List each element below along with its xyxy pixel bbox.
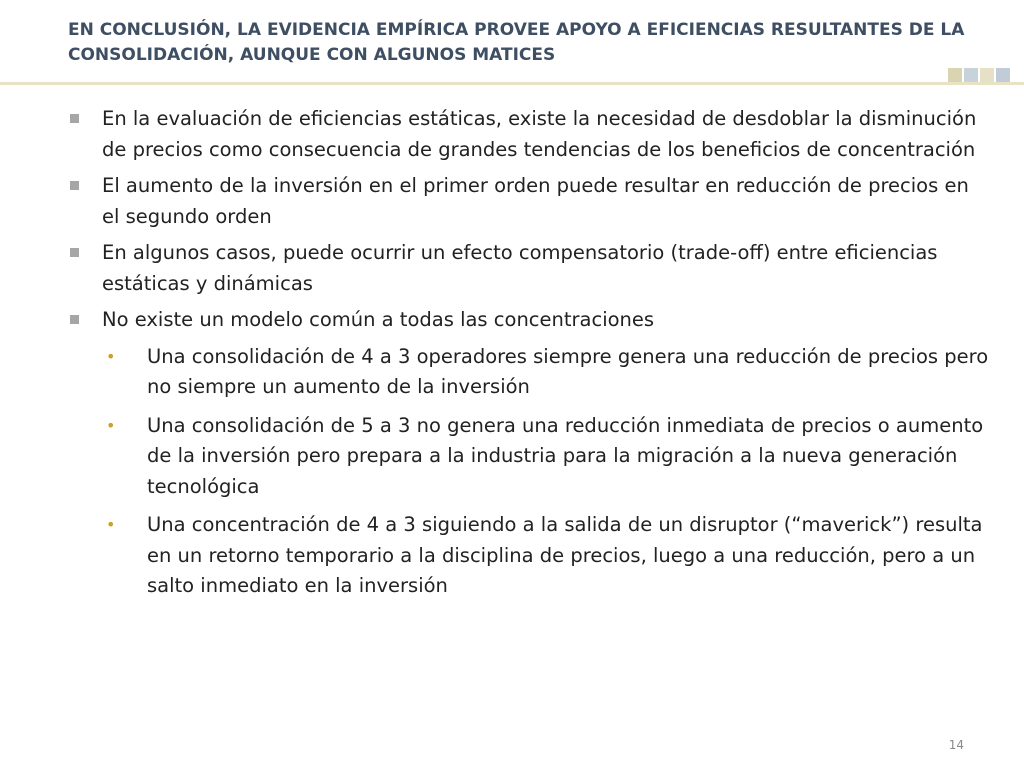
page-number: 14 (948, 738, 964, 752)
sub-bullet-item (70, 411, 990, 503)
square-bullet-icon (70, 315, 79, 324)
bullet-text: No existe un modelo común a todas las concentraciones (102, 308, 655, 331)
bullet-list (70, 104, 990, 602)
bullet-text: El aumento de la inversión en el primer orden puede resultar en reducción de precios en el segundo orden (102, 174, 969, 228)
sub-bullet-text: Una concentración de 4 a 3 siguiendo a la salida de un disruptor (“maverick”) resulta en un retorno temporario a la disciplina de precios, luego a una reducción, pero a un salto inmediato en la inversión (147, 513, 983, 597)
dot-bullet-icon: • (106, 346, 116, 366)
bullet-item (70, 171, 990, 232)
accent-square (948, 68, 962, 82)
dot-bullet-icon: • (106, 415, 116, 435)
square-bullet-icon (70, 114, 79, 123)
sub-bullet-item (70, 342, 990, 403)
bullet-item (70, 238, 990, 299)
square-bullet-icon (70, 181, 79, 190)
slide-title: EN CONCLUSIÓN, LA EVIDENCIA EMPÍRICA PROVEE APOYO A EFICIENCIAS RESULTANTES DE LA CONSOLIDACIÓN, AUNQUE CON ALGUNOS MATICES (68, 20, 965, 65)
sub-bullet-text: Una consolidación de 5 a 3 no genera una reducción inmediata de precios o aumento de la inversión pero prepara a la industria para la migración a la nueva generación tecnológica (147, 413, 984, 498)
accent-square (964, 68, 978, 82)
bullet-item (70, 305, 990, 602)
accent-squares (948, 68, 1024, 82)
square-bullet-icon (70, 248, 79, 257)
sub-bullet-text: Una consolidación de 4 a 3 operadores siempre genera una reducción de precios pero no siempre un aumento de la inversión (147, 344, 989, 398)
accent-square (980, 68, 994, 82)
slide-content (70, 104, 990, 610)
title-divider (0, 82, 1024, 85)
sub-bullet-item (70, 510, 990, 602)
dot-bullet-icon: • (106, 515, 116, 534)
bullet-text: En la evaluación de eficiencias estáticas, existe la necesidad de desdoblar la disminución de precios como consecuencia de grandes tendencias de los beneficios de concentración (102, 107, 977, 161)
bullet-text: En algunos casos, puede ocurrir un efecto compensatorio (trade-off) entre eficiencias estáticas y dinámicas (102, 241, 938, 295)
bullet-item (70, 104, 990, 165)
accent-square (996, 68, 1010, 82)
sub-bullet-list (70, 342, 990, 602)
